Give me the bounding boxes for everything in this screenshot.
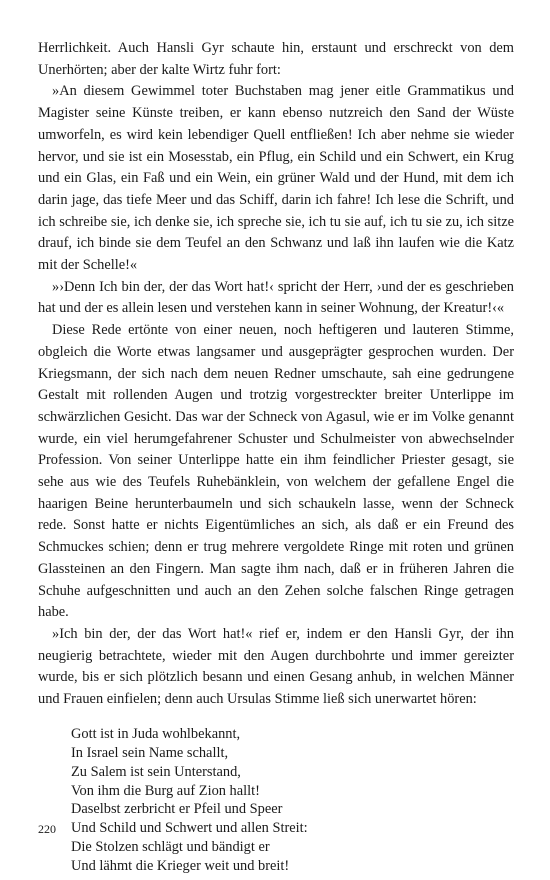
paragraph-2: »An diesem Gewimmel toter Buchstaben mag jener eitle Grammatikus und Magister seine Künste treiben, er kann ebenso nutzreich den Sand der Wüste umworfeln, es wird kein lebendiger Quell entfließen! Ich aber nehme sie wieder hervor, und sie ist ein Mosesstab, ein Pflug, ein Schild und ein Schwert, ein Krug und ein Glas, ein Faß und ein Wein, ein grüner Wald und der Hund, mit dem ich darin jage, das tiefe Meer und das Schiff, darin ich fahre! Ich lese die Schrift, und ich schreibe sie, ich denke sie, ich spreche sie, ich tu sie auf, ich tu sie zu, ich sitze drauf, ich binde sie dem Teufel an den Schwanz und laß ihn laufen wie die Katz mit der Schelle!« <box>38 83 514 274</box>
verse-line: Und lähmt die Krieger weit und breit! <box>71 858 290 875</box>
verse-line: Daselbst zerbricht er Pfeil und Speer <box>71 801 283 818</box>
verse-line: Von ihm die Burg auf Zion hallt! <box>71 782 260 799</box>
paragraph-3: »›Denn Ich bin der, der das Wort hat!‹ spricht der Herr, ›und der es geschrieben hat und der es allein lesen und verstehen kann in seiner Wohnung, der Kreatur!‹« <box>38 278 514 317</box>
verse-line: Gott ist in Juda wohlbekannt, <box>71 725 241 742</box>
paragraph-4: Diese Rede ertönte von einer neuen, noch heftigeren und lauteren Stimme, obgleich die Worte etwas langsamer und ausgeprägter gesprochen wurden. Der Kriegsmann, der sich nach dem neuen Redner umschaute, sah eine gedrungene Gestalt mit rollenden Augen und trotzig vorgestreckter breiter Unterlippe im schwärzlichen Gesicht. Das war der Schneck von Agasul, wie er im Volke genannt wurde, ein viel herumgefahrener Schuster und Schulmeister von abwechselnder Profession. Von seiner Unterlippe hatte ein ihm feindlicher Priester gesagt, sie sehe aus wie des Teufels Ruhebänklein, von welchem der gefallene Engel die haarigen Beine herunterbaumeln und sich schaukeln lasse, wenn der Schneck rede. Sonst hatte er nichts Eigentümliches an sich, als daß er ein Freund des Schmuckes schien; denn er trug mehrere vergoldete Ringe mit roten und grünen Glassteinen an den Fingern. Man sagte ihm nach, daß er in früheren Jahren die Schuhe aufgeschnitten und auch an den Zehen solche falschen Ringe getragen habe. <box>38 322 514 621</box>
book-page <box>38 38 514 876</box>
page-number: 220 <box>38 822 56 836</box>
verse-block <box>71 725 514 876</box>
verse-line: Zu Salem ist sein Unterstand, <box>71 763 241 780</box>
paragraph-1: Herrlichkeit. Auch Hansli Gyr schaute hin, erstaunt und erschreckt von dem Unerhörten; aber der kalte Wirtz fuhr fort: <box>38 40 514 78</box>
paragraph-5: »Ich bin der, der das Wort hat!« rief er, indem er den Hansli Gyr, der ihn neugierig betrachtete, wieder mit den Augen durchbohrte und immer gereizter wurde, bis er sich plötzlich besann und einen Gesang anhub, in welchen Männer und Frauen einfielen; denn auch Ursulas Stimme ließ sich unerwartet hören: <box>38 625 514 708</box>
verse-line: Die Stolzen schlägt und bändigt er <box>71 839 270 856</box>
verse-line: In Israel sein Name schallt, <box>71 744 229 761</box>
verse-line: Und Schild und Schwert und allen Streit: <box>71 820 308 837</box>
